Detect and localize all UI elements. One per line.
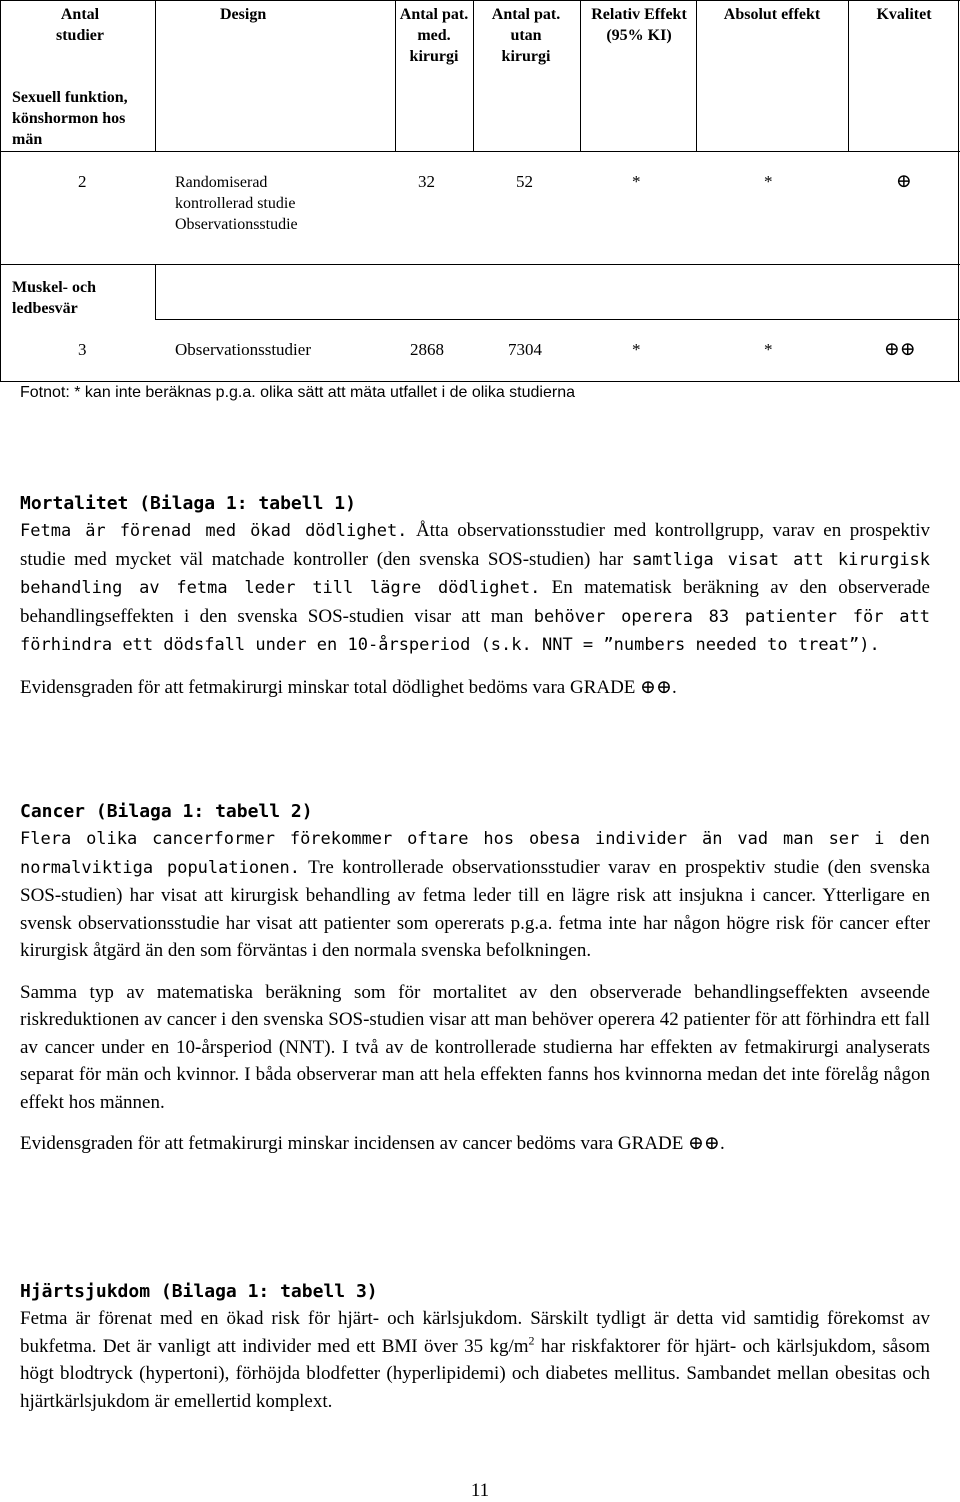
header-relativ-effekt: Relativ Effekt (95% KI) [591, 6, 687, 44]
heading-hjartsjukdom: Hjärtsjukdom (Bilaga 1: tabell 3) [20, 1281, 378, 1302]
table-row-divider [0, 151, 960, 152]
row2-design: Observationsstudier [175, 340, 311, 359]
row1-design-line: kontrollerad studie [175, 195, 296, 212]
row1-relativ: * [632, 172, 641, 191]
row2-antal-studier: 3 [78, 340, 87, 359]
row1-antal-utan: 52 [516, 172, 533, 191]
table-col-divider [696, 0, 697, 151]
mortalitet-text: Åtta observationsstudier med kontrollgrupp, varav en prospektiv studie med mycket väl matchade kontroller (den svenska SOS-studien) har [20, 520, 930, 570]
cancer-text: Tre kontrollerade observationsstudier varav en prospektiv studie (den svenska SOS-studien) har visat att kirurgisk behandling av fetma leder till en lägre risk att insjukna i cancer. [20, 856, 930, 906]
spacer [20, 660, 930, 674]
hjart-text: Fetma är förenat med en ökad risk för hjärt- och kärlsjukdom. Särskilt tydligt är detta vid samtidig förekomst av bukfetma. Det är vanligt att individer med ett BMI över 35 kg/m [20, 1308, 930, 1357]
table-border-bottom [0, 381, 960, 382]
hjart-text: har riskfaktorer för hjärt- och kärlsjukdom, såsom högt blodtryck (hypertoni), förhöjda blodfetter (hyperlipidemi) och diabetes mellitus. Sambandet mellan obesitas och hjärtkärlsjukdom är emellertid komplext. [20, 1335, 930, 1412]
cancer-paragraph-2: Samma typ av matematiska beräkning som för mortalitet av den observerade behandlingseffekten avseende riskreduktionen av cancer i den svenska SOS-studien visar att man behöver operera 42 patienter för att förhindra ett fall av cancer under en 10-årsperiod (NNT). I två av de kontrollerade studierna har effekten av fetmakirurgi analyserats separat för män och kvinnor. I båda observerar man att hela effekten fanns hos kvinnorna medan det inte förelåg någon effekt hos männen. [20, 981, 930, 1113]
row1-absolut: * [764, 172, 773, 191]
row1-design [175, 172, 298, 235]
hjart-paragraph [20, 1305, 930, 1415]
header-antal-utan: Antal pat. utan kirurgi [491, 6, 561, 65]
mortalitet-grade: Evidensgraden för att fetmakirurgi minskar total dödlighet bedöms vara GRADE ⊕⊕. [20, 676, 677, 698]
section-mortalitet [20, 490, 930, 701]
table-border-left [0, 0, 1, 382]
row2-absolut: * [764, 340, 773, 359]
row1-design-line: Randomiserad [175, 174, 268, 191]
header-design: Design [220, 6, 267, 23]
section-hjartsjukdom [20, 1278, 930, 1415]
table-border-top [0, 0, 960, 1]
table-col-divider [848, 0, 849, 151]
page-number: 11 [470, 1480, 490, 1501]
row1-antal-med: 32 [418, 172, 435, 191]
table-col-divider [155, 264, 156, 320]
table-row-divider [155, 319, 960, 320]
spacer [20, 965, 930, 979]
cancer-grade: Evidensgraden för att fetmakirurgi minskar incidensen av cancer bedöms vara GRADE ⊕⊕. [20, 1133, 725, 1154]
cancer-text: Ytterligare en svensk observationsstudie har visat att patienter som opererats p.g.a. fetma inte har någon högre risk för cancer efter kirurgisk åtgärd än den som förväntas i den normala svenska befolkningen. [20, 885, 930, 961]
cancer-paragraph [20, 825, 930, 965]
mortalitet-text: behöver operera 83 patienter för att förhindra ett dödsfall under en 10-årsperiod (s.k. NNT = ”numbers needed to treat”). [20, 606, 930, 655]
header-absolut-effekt: Absolut effekt [723, 6, 821, 23]
table-col-divider [395, 0, 396, 151]
heading-mortalitet: Mortalitet (Bilaga 1: tabell 1) [20, 493, 356, 514]
mortalitet-paragraph [20, 517, 930, 660]
section-label-muskel: Muskel- och ledbesvär [12, 279, 96, 317]
row1-design-line: Observationsstudie [175, 216, 298, 233]
superscript: 2 [528, 1333, 535, 1348]
section-label-sexuell: Sexuell funktion, könshormon hos män [12, 89, 128, 148]
row2-kvalitet: ⊕⊕ [884, 339, 916, 360]
table-col-divider [473, 0, 474, 151]
cancer-text: Flera olika cancerformer förekommer oftare hos obesa individer än vad man ser i den normalviktiga populationen. [20, 829, 930, 878]
row2-relativ: * [632, 340, 641, 359]
header-antal-studier: Antal studier [56, 6, 104, 44]
row2-antal-med: 2868 [410, 340, 444, 359]
heading-cancer: Cancer (Bilaga 1: tabell 2) [20, 801, 313, 822]
mortalitet-text: Fetma är förenad med ökad dödlighet. [20, 521, 408, 541]
table-border-right [958, 0, 959, 382]
table-footnote: Fotnot: * kan inte beräknas p.g.a. olika sätt att mäta utfallet i de olika studierna [20, 384, 575, 401]
spacer [20, 1116, 930, 1130]
header-kvalitet: Kvalitet [876, 6, 932, 23]
table-row-divider [0, 264, 960, 265]
row2-antal-utan: 7304 [508, 340, 542, 359]
section-cancer [20, 798, 930, 1158]
table-col-divider [155, 0, 156, 151]
table-col-divider [580, 0, 581, 151]
row1-antal-studier: 2 [78, 172, 87, 191]
mortalitet-text: samtliga visat att kirurgisk behandling av fetma leder till lägre dödlighet. [20, 549, 931, 598]
header-antal-med: Antal pat. med. kirurgi [399, 6, 469, 65]
mortalitet-text: En matematisk beräkning av den observerade behandlingseffekten i den svenska SOS-studien visar att man [20, 577, 930, 627]
row1-kvalitet: ⊕ [896, 171, 912, 192]
